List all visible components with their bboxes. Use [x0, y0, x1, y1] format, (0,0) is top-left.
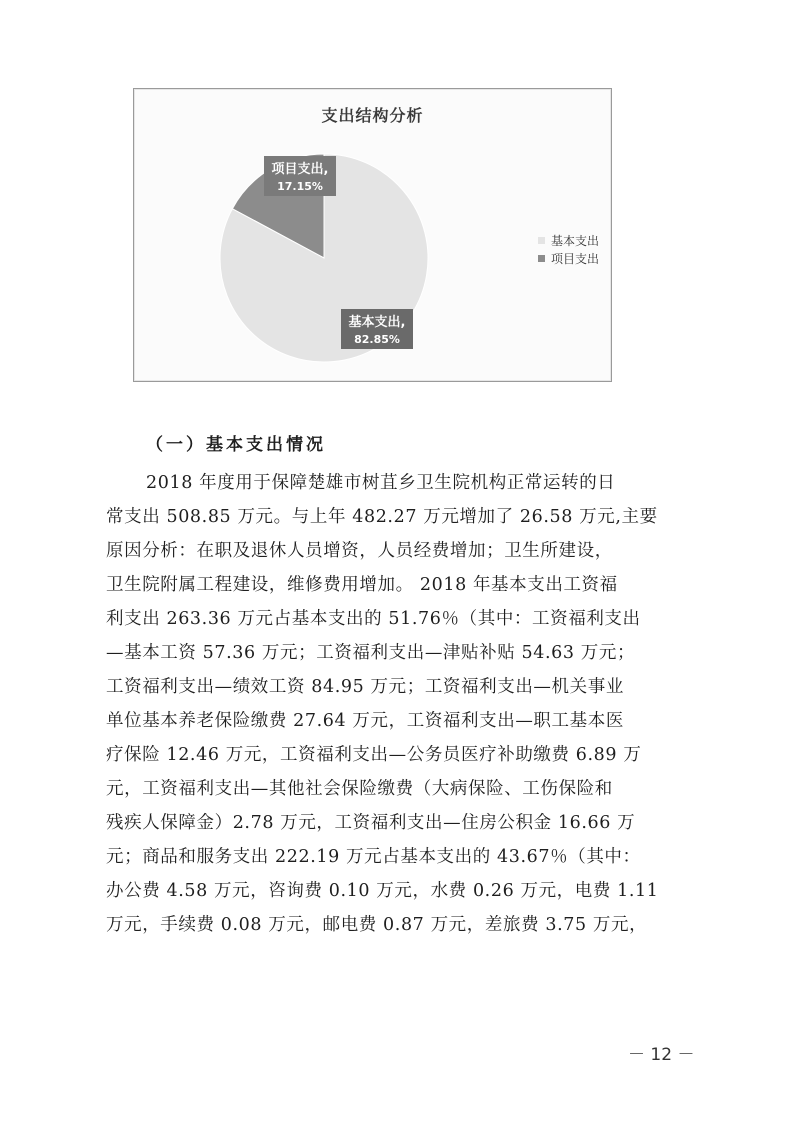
- body-line: 疗保险 12.46 万元，工资福利支出—公务员医疗补助缴费 6.89 万: [106, 745, 642, 765]
- body-line: 办公费 4.58 万元，咨询费 0.10 万元，水费 0.26 万元，电费 1.11: [106, 881, 659, 901]
- body-line: 原因分析：在职及退休人员增资，人员经费增加；卫生所建设，: [106, 541, 613, 561]
- section-heading: （一）基本支出情况: [146, 435, 326, 455]
- legend-label-project: 项目支出: [551, 251, 600, 266]
- data-label-name: 基本支出,: [348, 315, 406, 330]
- data-label-percent: 82.85%: [354, 333, 400, 346]
- legend-item-basic: [538, 231, 599, 249]
- body-line: 2018 年度用于保障楚雄市树苴乡卫生院机构正常运转的日: [146, 473, 616, 493]
- body-line: 单位基本养老保险缴费 27.64 万元，工资福利支出—职工基本医: [106, 711, 624, 731]
- data-label-basic: [341, 309, 413, 349]
- legend-label-basic: 基本支出: [551, 233, 600, 248]
- data-label-project: [264, 156, 336, 196]
- legend-swatch-project: [538, 255, 545, 262]
- body-line: 元，工资福利支出—其他社会保险缴费（大病保险、工伤保险和: [106, 779, 613, 799]
- chart-title: 支出结构分析: [321, 106, 424, 125]
- legend-swatch-basic: [538, 237, 545, 244]
- page-number: － 12 －: [628, 1045, 695, 1065]
- body-line: 万元，手续费 0.08 万元，邮电费 0.87 万元，差旅费 3.75 万元，: [106, 915, 648, 935]
- body-line: 元；商品和服务支出 222.19 万元占基本支出的 43.67％（其中：: [106, 847, 641, 867]
- body-line: 工资福利支出—绩效工资 84.95 万元；工资福利支出—机关事业: [106, 677, 624, 697]
- body-line: 卫生院附属工程建设，维修费用增加。 2018 年基本支出工资福: [106, 575, 618, 595]
- legend-item-project: [538, 249, 599, 267]
- body-line: —基本工资 57.36 万元；工资福利支出—津贴补贴 54.63 万元；: [106, 643, 636, 663]
- body-line: 常支出 508.85 万元。与上年 482.27 万元增加了 26.58 万元,主要: [106, 507, 658, 527]
- chart-legend: [538, 231, 599, 267]
- body-line: 残疾人保障金）2.78 万元，工资福利支出—住房公积金 16.66 万: [106, 813, 636, 833]
- chart-frame: [133, 88, 612, 382]
- body-text: [106, 466, 696, 942]
- body-line: 利支出 263.36 万元占基本支出的 51.76％（其中：工资福利支出: [106, 609, 641, 629]
- data-label-percent: 17.15%: [277, 180, 323, 193]
- data-label-name: 项目支出,: [271, 162, 329, 177]
